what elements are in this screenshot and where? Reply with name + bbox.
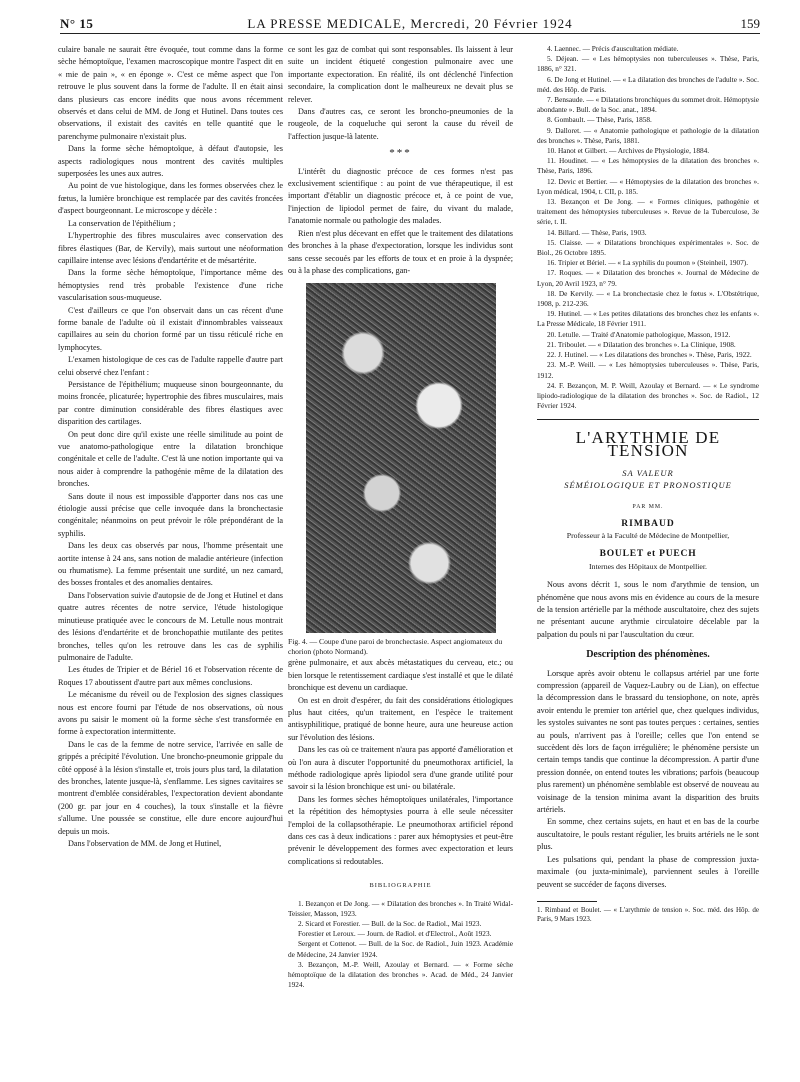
reference-item: 16. Tripier et Bériel. — « La syphilis du poumon » (Steinheil, 1907). [547, 258, 749, 268]
column-1 [58, 44, 283, 850]
paragraph: grène pulmonaire, et aux abcès métastatiques du cerveau, etc.; ou bien lorsque le retentissement cardiaque s'est installé et que le dilaté bronchique est devenu un cardiaque. [288, 658, 513, 693]
paragraph: On est en droit d'espérer, du fait des considérations étiologiques plus haut citées, qu'un traitement, en l'espèce le traitement antisyphilitique, pratiqué de bonne heure, aura une heureuse action sur l'évolution des lésions. [288, 695, 513, 742]
paragraph: La conservation de l'épithélium ; [68, 218, 176, 228]
paragraph: Lorsque après avoir obtenu le collapsus artériel par une forte compression (appareil de Vaquez-Laubry ou de Lian), on effectue la décompression dans le brassard du tensiophone, on note, après avoir entendu le premier ton artériel que, chez quelques individus, les systoles suivantes ne sont pas toutes perçues : certaines, senties au pouls, n'arrivent pas à l'oreille; celles que l'on entend se succèdent dès lors de façon irrégulière; le phénomène persiste un certain temps tandis que continue la décompression. A partir d'une pression donnée, on entend toutes les vibrations; parfois (beaucoup plus rarement) un phénomène semblable est observé de nouveau au voisinage de la tension minima avant la disparition des bruits artériels. [537, 668, 759, 815]
reference-item: 5. Déjean. — « Les hémoptysies non tuberculeuses ». Thèse, Paris, 1886, n° 321. [537, 54, 759, 74]
reference-item: 21. Triboulet. — « Dilatation des bronches ». La Clinique, 1908. [547, 339, 736, 349]
paragraph: Dans d'autres cas, ce seront les broncho-pneumonies de la rougeole, de la coqueluche qui seront la cause du réveil de l'affection jusque-là latente. [288, 107, 513, 141]
co-author-affiliation: Internes des Hôpitaux de Montpellier. [588, 561, 707, 571]
histology-photograph [306, 283, 496, 633]
reference-item: Sergent et Cottenot. — Bull. de la Soc. de Radiol., Juin 1923. Académie de Médecine, 24 Janvier 1924. [288, 939, 513, 959]
bibliography-list [288, 899, 513, 991]
reference-item: 10. Hanot et Gilbert. — Archives de Physiologie, 1884. [547, 146, 710, 156]
column-2 [288, 44, 513, 990]
bibliography-list-continued [537, 44, 759, 411]
section-heading: Description des phénomènes. [586, 649, 710, 661]
journal-title [60, 16, 760, 32]
section-separator: *** [389, 147, 412, 160]
paragraph: L'intérêt du diagnostic précoce de ces formes n'est pas exclusivement scientifique : au point de vue thérapeutique, il est important d'établir un diagnostic précoce et, à ce point de vue, l'injection de lipiodol permet de faire, du vivant du malade, l'anatomie normale ou pathologie des malades. [288, 166, 513, 226]
author-name: RIMBAUD [621, 518, 675, 529]
figure-caption: Fig. 4. — Coupe d'une paroi de bronchectasie. Aspect angiomateux du chorion (photo Normand). [288, 637, 503, 657]
paragraph: Dans les cas où ce traitement n'aura pas apporté d'amélioration et où l'on aura à discuter l'opportunité du pneumothorax artificiel, la méthode radiologique après lipiodol sera d'une grande utilité pour savoir si la lésion bronchique est uni- ou bilatérale. [288, 745, 513, 792]
reference-item: 22. J. Hutinel. — « Les dilatations des bronches ». Thèse, Paris, 1922. [547, 350, 752, 360]
paragraph: ce sont les gaz de combat qui sont responsables. Ils laissent à leur suite un incident étiqueté congestion pulmonaire avec une importante expectoration. En réalité, ils ont déclenché l'infection secondaire, la complication dont le malheureux ne devait plus se relever. [288, 45, 513, 104]
reference-item: 3. Bezançon, M.-P. Weill, Azoulay et Bernard. — « Forme sèche hémoptoïque de la dilatation des bronches ». Acad. de Méd., 24 Janvier 1924. [288, 959, 513, 990]
reference-item: 6. De Jong et Hutinel. — « La dilatation des bronches de l'adulte ». Soc. méd. des Hôp. de Paris. [537, 74, 759, 94]
paragraph: Dans la forme sèche hémoptoïque, à défaut d'autopsie, les aspects radiologiques nous montrent des cavités multiples superposées les unes aux autres. [58, 144, 283, 179]
paragraph: Dans la forme sèche hémoptoïque, l'importance même des hémoptysies rend très probable l'existence d'une riche vascularisation sous-muqueuse. [58, 268, 283, 303]
reference-item: 9. Dalloret. — « Anatomie pathologique et pathologie de la dilatation des bronches ». Thèse, Paris, 1881. [537, 125, 759, 145]
paragraph: Les études de Tripier et de Bériel 16 et l'observation récente de Roques 17 aboutissent d'autre part aux mêmes conclusions. [58, 665, 283, 687]
paragraph: Dans l'observation suivie d'autopsie de de Jong et Hutinel et dans quatre autres récentes de notre service, l'étude histologique minutieuse pratiquée avec le concours de M. Letulle nous montrait des lésions d'endartérite et de bronchopathie mutilante des petites bronches, telles qu'on les retrouve dans les cas de syphilis pulmonaire de l'adulte. [58, 590, 283, 662]
paragraph: Persistance de l'épithélium; muqueuse sinon bourgeonnante, du moins froncée, plicaturée; hypertrophie des fibres musculaires, mais par contre diminution considérable des fibres élastiques avec disparition des cartilages. [58, 379, 283, 427]
reference-item: 14. Billard. — Thèse, Paris, 1903. [547, 227, 647, 237]
page-number: 159 [740, 16, 760, 31]
reference-item: 24. F. Bezançon, M. P. Weill, Azoulay et Bernard. — « Le syndrome lipiodo-radiologique de la dilatation des bronches ». Soc. de Radiol., 12 Février 1924. [537, 380, 759, 411]
reference-item: 13. Bezançon et De Jong. — « Formes cliniques, pathogénie et traitement des hémoptysies tuberculeuses ». Revue de la Tuberculose, 3e série, t. II. [537, 197, 759, 227]
paragraph: Dans les formes sèches hémoptoïques unilatérales, l'importance et la répétition des hémoptysies pourra à elle seule nécessiter l'emploi de la collapsothérapie. Le pneumothorax artificiel répond dans ces cas à deux indications : parer aux hémoptysies et peut-être prévenir le développement des formes avec expectoration et leurs complications si redoutables. [288, 794, 513, 866]
article-divider [537, 419, 759, 420]
paragraph: Dans les deux cas observés par nous, l'homme présentait une aortite intense à 24 ans, sans notion de maladie antérieure (infection ou rhumatisme). La femme présentait une surdité, un nez camard, des bosses frontales et des anomalies dentaires. [58, 541, 283, 588]
co-author-names: BOULET et PUECH [599, 549, 697, 560]
reference-item: 2. Sicard et Forestier. — Bull. de la Soc. de Radiol., Mai 1923. [298, 919, 482, 929]
reference-item: 11. Houdinet. — « Les hémoptysies de la dilatation des bronches ». Thèse, Paris, 1896. [537, 156, 759, 176]
issue-number: N° 15 [60, 16, 94, 31]
reference-item: 23. M.-P. Weill. — « Les hémoptysies tuberculeuses ». Thèse, Paris, 1912. [537, 360, 759, 380]
paragraph: Dans le cas de la femme de notre service, l'arrivée en salle de grippés a précipité l'évolution. Une broncho-pneumonie grippale du côté opposé à la lésion s'installe et, trois jours plus tard, la dilatation des bronches, latente jusque-là, s'enflamme. Les signes cavitaires se montrent d'emblée considérables, l'expectoration devient abondante (200 gr. par jour en 4 couches), la toux s'installe et la fièvre s'allume. Une poussée se constitue, elle dure encore aujourd'hui depuis un mois. [58, 739, 283, 836]
reference-item: 4. Laennec. — Précis d'auscultation médiate. [547, 44, 679, 53]
paragraph: Dans l'observation de MM. de Jong et Hutinel, [68, 839, 222, 848]
paragraph: En somme, chez certains sujets, en haut et en bas de la courbe auscultatoire, le pouls restant régulier, les bruits artériels ne le sont plus. [537, 817, 759, 852]
article-title: L'ARYTHMIE DE TENSION [575, 428, 721, 460]
footnote: 1. Rimbaud et Boulet. — « L'arythmie de tension ». Soc. méd. des Hôp. de Paris, 9 Mars 1923. [537, 905, 759, 924]
paragraph: On peut donc dire qu'il existe une réelle similitude au point de vue anatomo-pathologique entre la dilatation bronchique congénitale et celle de l'adulte. C'est là une notion importante qui va nous aider à comprendre la pathogénie même de la dilatation des bronches. [58, 429, 283, 489]
paragraph: Au point de vue histologique, dans les formes observées chez le fœtus, la lumière bronchique est remplacée par des cavités froncées d'aspect bourgeonnant. Le microscope y décèle : [58, 181, 283, 216]
byline-prefix: PAR MM. [632, 504, 664, 511]
reference-item: 12. Devic et Bertier. — « Hémoptysies de la dilatation des bronches ». Lyon médical, 1904, t. CII, p. 185. [537, 176, 759, 196]
reference-item: Forestier et Leroux. — Journ. de Radiol. et d'Electrol., Août 1923. [298, 929, 492, 939]
paragraph: C'est d'ailleurs ce que l'on observait dans un cas récent d'une forme banale de l'adulte où il existait d'innombrables vaisseaux capillaires au sein du chorion formé par un tissu réticulé riche en lymphocytes. [58, 305, 283, 352]
footnote-divider [537, 901, 597, 902]
column-3 [537, 44, 759, 925]
reference-item: 18. De Kervily. — « La bronchectasie chez le fœtus ». L'Obstétrique, 1908, p. 212-236. [537, 288, 759, 309]
journal-name: LA PRESSE MEDICALE, [247, 16, 407, 31]
paragraph: Sans doute il nous est impossible d'apporter dans nos cas une étiologie aussi précise que celle invoquée dans la bronchectasie congénitale; néanmoins on peut prévoir le rôle prépondérant de la syphilis. [58, 491, 283, 538]
bibliography-heading: BIBLIOGRAPHIE [369, 882, 432, 890]
article-intro: Nous avons décrit 1, sous le nom d'arythmie de tension, un phénomène que nous avons mis en évidence au cours de la mesure de la tension artérielle par la méthode auscultatoire, chez des sujets ne présentant aucune arythmie circulatoire décelable par la palpation du pouls ni par l'auscultation du cœur. [537, 580, 759, 639]
article-subtitle-line-1: SA VALEUR [622, 468, 674, 479]
reference-item: 17. Roques. — « Dilatation des bronches ». Journal de Médecine de Lyon, 20 Avril 1923, n° 79. [537, 268, 759, 288]
issue-date: Mercredi, 20 Février 1924 [410, 16, 573, 31]
article-subtitle-line-2: SÉMÉIOLOGIQUE ET PRONOSTIQUE [564, 480, 732, 491]
paragraph: Les pulsations qui, pendant la phase de compression juxta-maximale (ou juxta-minimale), parviennent seules à l'oreille peuvent se succéder de façons diverses. [537, 854, 759, 889]
reference-item: 7. Bensaude. — « Dilatations bronchiques du sommet droit. Hémoptysie abondante ». Bull. de la Soc. anat., 1894. [537, 95, 759, 115]
reference-item: 15. Claisse. — « Dilatations bronchiques expérimentales ». Soc. de Biol., 26 Octobre 1895. [537, 237, 759, 258]
reference-item: 8. Gombault. — Thèse, Paris, 1858. [547, 115, 652, 125]
reference-item: 1. Bezançon et De Jong. — « Dilatation des bronches ». In Traité Widal-Teissier, Masson, 1923. [288, 898, 513, 918]
paragraph: Le mécanisme du réveil ou de l'explosion des signes classiques nous est encore fourni par l'étude de nos observations, où nous avons pu saisir le moment où la forme sèche s'est transformée en forme à expectoration intermittente. [58, 690, 283, 737]
paragraph: Rien n'est plus décevant en effet que le traitement des dilatations des bronches à la phase d'expectoration, lorsque les individus sont sans cesse secoués par les efforts de toux et en proie à la dyspnée; ou à la phase des complications, gan- [288, 228, 513, 275]
author-affiliation: Professeur à la Faculté de Médecine de Montpellier, [566, 530, 730, 540]
paragraph: L'examen histologique de ces cas de l'adulte rappelle d'autre part celui observé chez l'enfant : [58, 355, 283, 377]
reference-item: 19. Hutinel. — « Les petites dilatations des bronches chez les enfants ». La Presse Médicale, 18 Février 1911. [537, 309, 759, 329]
paragraph: culaire banale ne saurait être évoquée, tout comme dans la forme sèche hémoptoïque, l'examen macroscopique montre l'aspect dit en « mie de pain », « en éponge ». C'est ce même aspect que l'on retrouve le plus souvent dans la forme de l'adulte. Il en était ainsi dans plusieurs cas encore inédits que nous avons récemment observés et dans celui de MM. de Jong et Hutinel. Dans toutes ces observations, il existait des cavités en telle quantité que le parenchyme pulmonaire n'existait plus. [58, 45, 283, 141]
paragraph: L'hypertrophie des fibres musculaires avec conservation des fibres élastiques (Bar, de Kervily), mais surtout une néoformation capillaire intense avec lésions d'endartérite et de mésartérite. [58, 231, 283, 265]
running-header [60, 14, 760, 34]
reference-item: 20. Letulle. — Traité d'Anatomie pathologique, Masson, 1912. [547, 329, 731, 339]
